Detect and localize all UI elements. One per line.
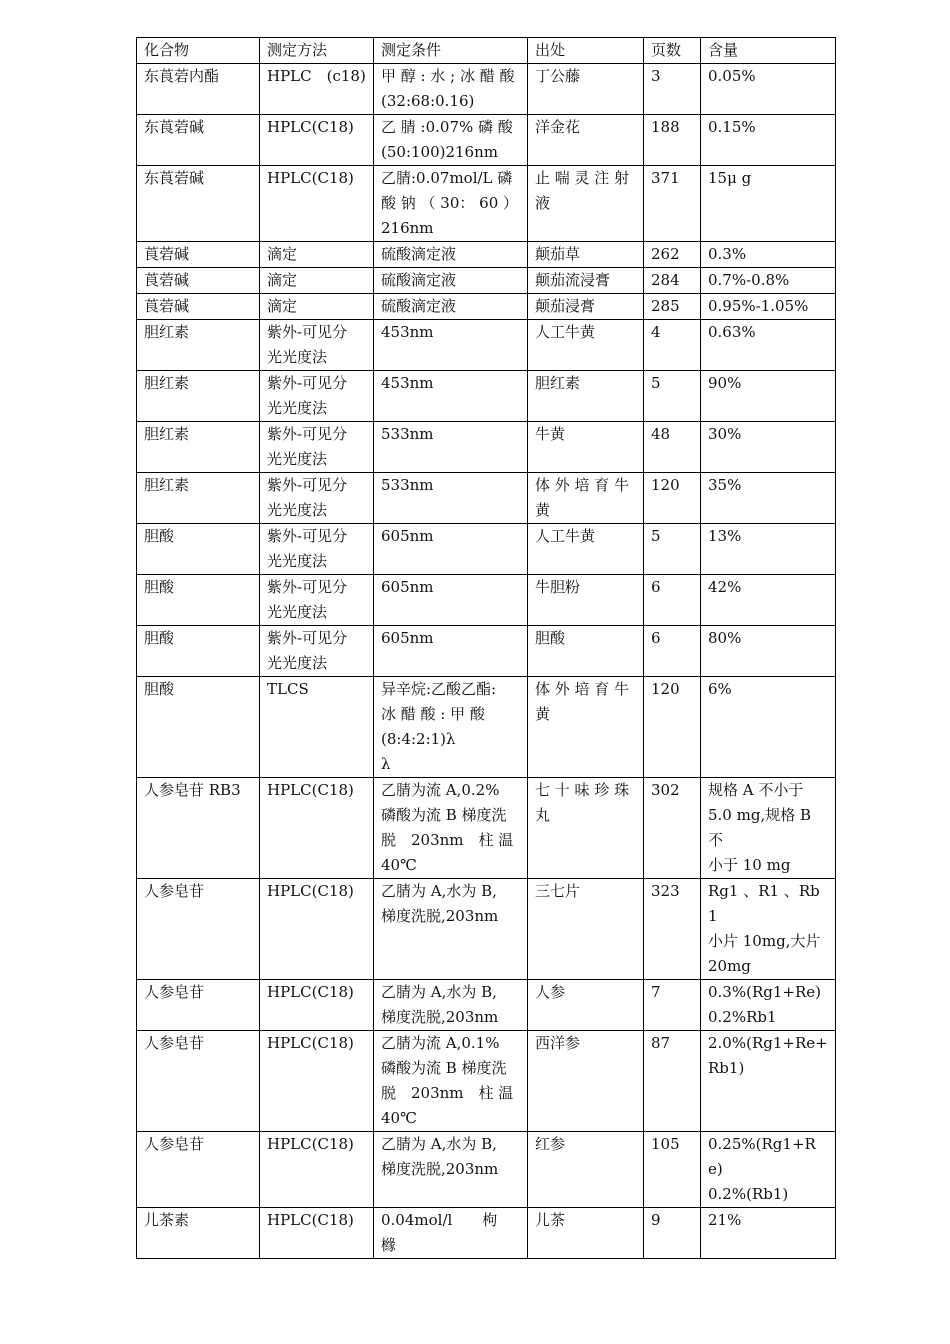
cell-compound-text: 胆酸 [144,680,175,698]
cell-source-text: 体 外 培 育 牛 黄 [535,680,630,723]
cell-source-text: 牛胆粉 [535,578,581,596]
cell-page [644,1208,701,1259]
cell-compound [137,294,260,320]
cell-conditions [374,294,528,320]
cell-method [260,64,374,115]
cell-content-text: 规格 A 不小于 5.0 mg,规格 B 不 小于 10 mg [708,781,812,874]
cell-compound-text: 人参皂苷 [144,983,205,1001]
cell-page [644,115,701,166]
cell-conditions-text: 乙腈:0.07mol/L 磷 酸 钠 （ 30： 60 ） 216nm [381,169,519,237]
header-method: 测定方法 [260,38,374,64]
cell-content-text: 13% [708,527,742,545]
cell-content-text: 0.15% [708,118,756,136]
cell-content-text: 42% [708,578,742,596]
cell-content-text: 2.0%(Rg1+Re+ Rb1) [708,1034,828,1077]
cell-content-text: 0.63% [708,323,756,341]
cell-source [528,166,644,242]
cell-method-text: TLCS [267,680,309,698]
cell-content-text: 90% [708,374,742,392]
cell-source-text: 颠茄草 [535,245,581,263]
cell-source-text: 颠茄流浸膏 [535,271,611,289]
cell-content-text: 0.05% [708,67,756,85]
cell-compound-text: 人参皂苷 [144,882,205,900]
table-row [137,166,836,242]
cell-conditions-text: 533nm [381,476,434,494]
cell-content [701,1031,836,1132]
cell-conditions [374,268,528,294]
cell-method-text: HPLC (c18) [267,67,366,85]
cell-page [644,778,701,879]
cell-page-text: 5 [651,527,661,545]
cell-compound-text: 儿茶素 [144,1211,190,1229]
cell-method-text: HPLC(C18) [267,781,354,799]
table-row [137,1132,836,1208]
cell-page [644,242,701,268]
table-body [137,64,836,1259]
cell-content [701,473,836,524]
cell-conditions-text: 乙 腈 :0.07% 磷 酸 (50:100)216nm [381,118,513,161]
cell-compound [137,879,260,980]
cell-page-text: 323 [651,882,680,900]
cell-method [260,980,374,1031]
table-row [137,980,836,1031]
cell-source [528,1132,644,1208]
cell-content [701,115,836,166]
cell-method-text: HPLC(C18) [267,1135,354,1153]
cell-compound [137,115,260,166]
data-table [136,37,836,1259]
cell-conditions [374,879,528,980]
cell-content-text: 15μ g [708,169,752,187]
cell-method [260,575,374,626]
cell-compound [137,242,260,268]
cell-conditions-text: 453nm [381,374,434,392]
cell-conditions [374,1208,528,1259]
cell-compound [137,575,260,626]
cell-content [701,524,836,575]
cell-source-text: 儿茶 [535,1211,566,1229]
table-row [137,320,836,371]
cell-compound-text: 莨菪碱 [144,245,190,263]
table-row [137,879,836,980]
cell-content-text: 30% [708,425,742,443]
cell-content [701,64,836,115]
cell-method-text: 紫外-可见分 光光度法 [267,629,348,672]
cell-content [701,575,836,626]
cell-method [260,473,374,524]
cell-method-text: HPLC(C18) [267,118,354,136]
cell-conditions-text: 硫酸滴定液 [381,297,457,315]
cell-page [644,677,701,778]
cell-source [528,879,644,980]
cell-content-text: 0.25%(Rg1+Re) 0.2%(Rb1) [708,1135,816,1203]
cell-source [528,294,644,320]
cell-source [528,268,644,294]
cell-compound-text: 胆红素 [144,476,190,494]
cell-compound-text: 东莨菪碱 [144,118,205,136]
cell-method-text: 紫外-可见分 光光度法 [267,323,348,366]
cell-source-text: 颠茄浸膏 [535,297,596,315]
cell-content-text: 80% [708,629,742,647]
cell-conditions-text: 605nm [381,578,434,596]
cell-content [701,1208,836,1259]
cell-compound-text: 胆红素 [144,323,190,341]
cell-method-text: 滴定 [267,271,298,289]
cell-conditions [374,422,528,473]
cell-page [644,422,701,473]
cell-method [260,268,374,294]
cell-source-text: 止 喘 灵 注 射 液 [535,169,630,212]
cell-conditions-text: 乙腈为流 A,0.2% 磷酸为流 B 梯度洗 脱 203nm 柱 温 40℃ [381,781,514,874]
cell-content-text: 0.3% [708,245,747,263]
cell-method [260,778,374,879]
cell-compound [137,626,260,677]
table-row [137,371,836,422]
cell-page [644,626,701,677]
cell-page [644,320,701,371]
cell-method-text: 紫外-可见分 光光度法 [267,425,348,468]
cell-compound-text: 人参皂苷 [144,1135,205,1153]
cell-page-text: 371 [651,169,680,187]
cell-page-text: 48 [651,425,671,443]
cell-source-text: 胆酸 [535,629,566,647]
cell-conditions [374,677,528,778]
cell-source-text: 洋金花 [535,118,581,136]
cell-content [701,320,836,371]
table-row [137,626,836,677]
cell-conditions-text: 乙腈为 A,水为 B, 梯度洗脱,203nm [381,1135,499,1178]
cell-page [644,524,701,575]
cell-conditions [374,575,528,626]
cell-method [260,879,374,980]
cell-source [528,371,644,422]
cell-page-text: 262 [651,245,680,263]
cell-conditions [374,320,528,371]
table-row [137,524,836,575]
cell-conditions-text: 乙腈为 A,水为 B, 梯度洗脱,203nm [381,882,499,925]
cell-conditions [374,115,528,166]
cell-source [528,626,644,677]
cell-method-text: 滴定 [267,245,298,263]
cell-compound-text: 人参皂苷 RB3 [144,781,241,799]
cell-page-text: 285 [651,297,680,315]
cell-page [644,980,701,1031]
cell-content [701,1132,836,1208]
cell-conditions [374,1031,528,1132]
cell-source-text: 人工牛黄 [535,527,596,545]
cell-content [701,242,836,268]
cell-compound-text: 东莨菪碱 [144,169,205,187]
cell-method-text: HPLC(C18) [267,882,354,900]
cell-conditions [374,980,528,1031]
cell-compound [137,1208,260,1259]
cell-source [528,473,644,524]
cell-conditions-text: 605nm [381,629,434,647]
cell-source [528,778,644,879]
cell-page [644,294,701,320]
cell-source-text: 牛黄 [535,425,566,443]
cell-source-text: 人参 [535,983,566,1001]
cell-compound [137,778,260,879]
cell-compound [137,371,260,422]
cell-page-text: 4 [651,323,661,341]
cell-page-text: 302 [651,781,680,799]
cell-source [528,64,644,115]
cell-compound [137,268,260,294]
cell-content [701,778,836,879]
cell-compound [137,677,260,778]
cell-conditions [374,242,528,268]
cell-conditions-text: 乙腈为 A,水为 B, 梯度洗脱,203nm [381,983,499,1026]
cell-page [644,371,701,422]
cell-page [644,1132,701,1208]
table-row [137,1208,836,1259]
cell-compound-text: 莨菪碱 [144,297,190,315]
cell-source-text: 体 外 培 育 牛 黄 [535,476,630,519]
cell-source [528,1031,644,1132]
table-row [137,1031,836,1132]
cell-content [701,879,836,980]
cell-source-text: 红参 [535,1135,566,1153]
cell-compound [137,166,260,242]
cell-content-text: 35% [708,476,742,494]
cell-compound [137,1132,260,1208]
cell-content-text: 6% [708,680,732,698]
cell-compound-text: 胆酸 [144,629,175,647]
cell-compound [137,422,260,473]
cell-page-text: 284 [651,271,680,289]
cell-conditions-text: 硫酸滴定液 [381,271,457,289]
cell-page-text: 188 [651,118,680,136]
cell-source-text: 胆红素 [535,374,581,392]
cell-content [701,371,836,422]
cell-method [260,1132,374,1208]
table-row [137,677,836,778]
cell-method-text: HPLC(C18) [267,983,354,1001]
cell-page-text: 5 [651,374,661,392]
cell-conditions-text: 533nm [381,425,434,443]
cell-source-text: 人工牛黄 [535,323,596,341]
cell-page-text: 120 [651,680,680,698]
cell-method [260,242,374,268]
cell-source [528,575,644,626]
header-compound: 化合物 [137,38,260,64]
cell-page [644,879,701,980]
cell-source [528,980,644,1031]
cell-content [701,166,836,242]
cell-method-text: 紫外-可见分 光光度法 [267,578,348,621]
cell-compound [137,64,260,115]
cell-content-text: 21% [708,1211,742,1229]
cell-page-text: 7 [651,983,661,1001]
cell-content [701,626,836,677]
cell-method-text: HPLC(C18) [267,1211,354,1229]
cell-method [260,115,374,166]
cell-compound [137,1031,260,1132]
cell-source [528,115,644,166]
cell-conditions [374,778,528,879]
cell-page-text: 6 [651,578,661,596]
cell-content [701,422,836,473]
cell-source [528,524,644,575]
header-page: 页数 [644,38,701,64]
cell-page-text: 6 [651,629,661,647]
cell-compound-text: 胆酸 [144,578,175,596]
cell-method-text: 滴定 [267,297,298,315]
cell-compound-text: 胆酸 [144,527,175,545]
cell-content [701,677,836,778]
cell-source-text: 丁公藤 [535,67,581,85]
cell-page [644,575,701,626]
table-row [137,473,836,524]
cell-method [260,371,374,422]
table-row [137,115,836,166]
header-conditions: 测定条件 [374,38,528,64]
cell-conditions [374,371,528,422]
cell-source-text: 七 十 味 珍 珠 丸 [535,781,630,824]
cell-method [260,320,374,371]
table-row [137,422,836,473]
cell-page [644,1031,701,1132]
cell-method-text: HPLC(C18) [267,169,354,187]
table-row [137,575,836,626]
cell-content-text: 0.95%-1.05% [708,297,809,315]
table-row [137,778,836,879]
cell-method-text: 紫外-可见分 光光度法 [267,476,348,519]
cell-content [701,980,836,1031]
cell-source [528,1208,644,1259]
table-header-row [137,38,836,64]
cell-method [260,626,374,677]
cell-compound [137,473,260,524]
cell-conditions [374,626,528,677]
cell-compound-text: 人参皂苷 [144,1034,205,1052]
cell-method [260,422,374,473]
cell-method [260,1031,374,1132]
cell-source [528,320,644,371]
table-row [137,294,836,320]
cell-conditions [374,64,528,115]
cell-compound [137,320,260,371]
cell-source-text: 三七片 [535,882,581,900]
cell-conditions-text: 乙腈为流 A,0.1% 磷酸为流 B 梯度洗 脱 203nm 柱 温 40℃ [381,1034,514,1127]
cell-method-text: 紫外-可见分 光光度法 [267,374,348,417]
cell-page-text: 120 [651,476,680,494]
cell-method-text: HPLC(C18) [267,1034,354,1052]
cell-page [644,268,701,294]
cell-conditions-text: 605nm [381,527,434,545]
cell-page-text: 9 [651,1211,661,1229]
cell-conditions-text: 甲 醇 : 水 ; 冰 醋 酸 (32:68:0.16) [381,67,515,110]
table-row [137,242,836,268]
cell-conditions [374,524,528,575]
cell-source [528,677,644,778]
cell-conditions [374,1132,528,1208]
cell-page-text: 87 [651,1034,671,1052]
cell-content [701,268,836,294]
cell-conditions [374,166,528,242]
cell-content [701,294,836,320]
cell-page-text: 3 [651,67,661,85]
cell-method [260,294,374,320]
cell-page-text: 105 [651,1135,680,1153]
cell-conditions-text: 453nm [381,323,434,341]
cell-source [528,422,644,473]
cell-conditions-text: 硫酸滴定液 [381,245,457,263]
header-source: 出处 [528,38,644,64]
cell-compound [137,980,260,1031]
cell-content-text: 0.7%-0.8% [708,271,790,289]
cell-page [644,64,701,115]
cell-method [260,524,374,575]
cell-compound [137,524,260,575]
cell-method [260,166,374,242]
cell-compound-text: 胆红素 [144,374,190,392]
cell-content-text: 0.3%(Rg1+Re) 0.2%Rb1 [708,983,821,1026]
cell-compound-text: 莨菪碱 [144,271,190,289]
cell-conditions-text: 0.04mol/l 枸 橼 [381,1211,528,1254]
cell-compound-text: 胆红素 [144,425,190,443]
table-row [137,268,836,294]
cell-page [644,473,701,524]
cell-method-text: 紫外-可见分 光光度法 [267,527,348,570]
cell-content-text: Rg1 、R1 、Rb1 小片 10mg,大片 20mg [708,882,821,975]
cell-conditions [374,473,528,524]
cell-source-text: 西洋参 [535,1034,581,1052]
cell-source [528,242,644,268]
cell-method [260,1208,374,1259]
table-row [137,64,836,115]
cell-method [260,677,374,778]
cell-conditions-text: 异辛烷:乙酸乙酯: 冰 醋 酸 : 甲 酸 (8:4:2:1)λ λ [381,680,497,773]
header-content: 含量 [701,38,836,64]
cell-page [644,166,701,242]
cell-compound-text: 东莨菪内酯 [144,67,220,85]
